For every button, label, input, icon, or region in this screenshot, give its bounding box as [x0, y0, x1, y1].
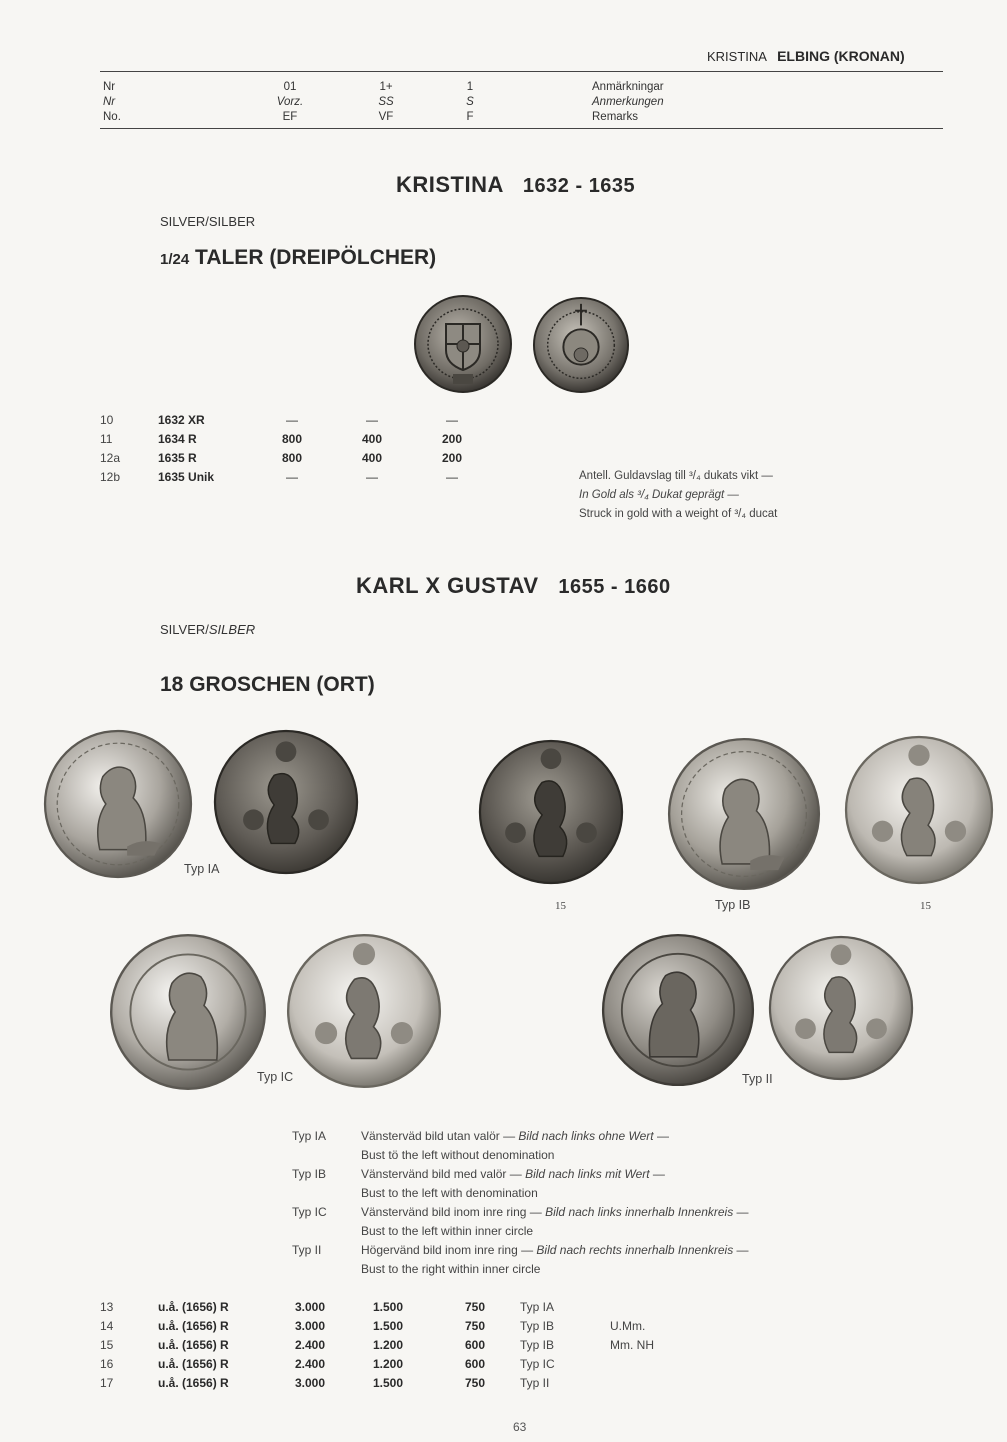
caption-typ-ic: Typ IC — [257, 1070, 294, 1084]
metal-de: SILBER — [208, 622, 256, 637]
table-row-13-v1: 750 — [464, 1300, 486, 1314]
col-grade-1-en: F — [466, 111, 474, 123]
table-row-17-v01: 3.000 — [294, 1376, 326, 1390]
table-row-11-v1: 200 — [441, 432, 463, 446]
table-row-15-v1: 600 — [464, 1338, 486, 1352]
col-nr-de: Nr — [103, 96, 116, 108]
section-kristina-years: 1632 - 1635 — [522, 175, 636, 197]
table-row-16-v01: 2.400 — [294, 1357, 326, 1371]
col-nr-sv: Nr — [103, 81, 116, 93]
type-desc-ib-de: Bild nach links mit Wert — [525, 1167, 650, 1181]
type-desc-ic: Vänstervänd bild inom inre ring — Bild nach links innerhalb Innenkreis — Bust to the left within inner circle — [361, 1203, 749, 1241]
table-row-13-nr: 13 — [100, 1300, 114, 1314]
col-remarks-sv: Anmärkningar — [592, 81, 664, 93]
coin-15-reverse — [477, 736, 625, 888]
denomination-fraction: 1/24 — [160, 251, 190, 268]
section-kristina-title — [396, 172, 635, 198]
metal-sv: SILVER/ — [160, 622, 209, 637]
table-row-12b-year: 1635 Unik — [158, 470, 215, 484]
table-row-16-nr: 16 — [100, 1357, 114, 1371]
table-row-10-v01: — — [286, 413, 298, 427]
type-desc-ia: Vänsterväd bild utan valör — Bild nach links ohne Wert — Bust tö the left without denomination — [361, 1127, 669, 1165]
col-remarks-en: Remarks — [592, 111, 639, 123]
table-row-16-v1p: 1.200 — [372, 1357, 404, 1371]
table-row-12a-v01: 800 — [281, 451, 303, 465]
table-row-17-v1p: 1.500 — [372, 1376, 404, 1390]
type-desc-ib-en: Bust to the left with denomination — [361, 1186, 538, 1200]
coin-typ-ia-obverse — [42, 728, 194, 880]
type-desc-ia-de: Bild nach links ohne Wert — [518, 1129, 654, 1143]
table-row-13-v01: 3.000 — [294, 1300, 326, 1314]
coin-typ-ic-reverse — [285, 932, 443, 1090]
table-row-12b-v1p: — — [366, 470, 378, 484]
table-row-16-year: u.å. (1656) R — [158, 1357, 229, 1371]
header-section: ELBING (KRONAN) — [777, 48, 905, 64]
table-row-14-year: u.å. (1656) R — [158, 1319, 229, 1333]
type-desc-ia-en: Bust tö the left without denomination — [361, 1148, 555, 1162]
table-row-17-year: u.å. (1656) R — [158, 1376, 229, 1390]
col-grade-01 — [270, 80, 310, 125]
page-header — [707, 48, 905, 64]
col-grade-1plus — [366, 80, 406, 125]
table-row-12b-v1: — — [446, 470, 458, 484]
col-grade-01-en: EF — [282, 111, 298, 123]
header-bottom-rule — [100, 128, 943, 129]
col-remarks — [592, 80, 664, 125]
col-grade-1plus-en: VF — [378, 111, 394, 123]
table-row-11-nr: 11 — [100, 432, 113, 446]
col-grade-1-sv: 1 — [466, 81, 474, 93]
table-row-12b-nr: 12b — [100, 470, 121, 484]
table-row-15-typ: Typ IB — [520, 1338, 555, 1352]
type-desc-ib-label: Typ IB — [292, 1167, 327, 1181]
coin-typ-ii-obverse — [598, 932, 758, 1088]
section-karl-years: 1655 - 1660 — [558, 576, 671, 598]
col-grade-01-sv: 01 — [283, 81, 297, 93]
col-nr — [103, 80, 121, 125]
col-nr-en: No. — [103, 111, 121, 123]
type-desc-ii-en: Bust to the right within inner circle — [361, 1262, 541, 1276]
table-row-12b-v01: — — [286, 470, 298, 484]
coin-15-reverse-right — [843, 734, 995, 886]
table-row-11-v1p: 400 — [361, 432, 383, 446]
table-row-17-nr: 17 — [100, 1376, 114, 1390]
col-grade-1-de: S — [466, 96, 474, 108]
type-desc-ia-sv: Vänsterväd bild utan valör — [361, 1129, 500, 1143]
table-row-14-remark: U.Mm. — [610, 1319, 646, 1333]
table-row-16-v1: 600 — [464, 1357, 486, 1371]
type-desc-ic-sv: Vänstervänd bild inom inre ring — [361, 1205, 527, 1219]
table-row-10-v1: — — [446, 413, 458, 427]
table-row-10-year: 1632 XR — [158, 413, 205, 427]
table-row-14-typ: Typ IB — [520, 1319, 555, 1333]
table-row-10-v1p: — — [366, 413, 378, 427]
section-kristina-metal: SILVER/SILBER — [160, 214, 256, 229]
page-number: 63 — [513, 1420, 527, 1434]
table-row-17-typ: Typ II — [520, 1376, 550, 1390]
table-row-11-year: 1634 R — [158, 432, 197, 446]
gold-strike-note — [579, 467, 777, 524]
section-karl-metal — [160, 622, 255, 637]
type-desc-ii-sv: Högervänd bild inom inre ring — [361, 1243, 518, 1257]
col-grade-1plus-de: SS — [378, 96, 394, 108]
section-karl-title — [356, 573, 671, 599]
type-desc-ib-sv: Vänstervänd bild med valör — [361, 1167, 507, 1181]
col-grade-01-de: Vorz. — [276, 96, 304, 108]
type-desc-ib: Vänstervänd bild med valör — Bild nach links mit Wert — Bust to the left with denomination — [361, 1165, 665, 1203]
type-desc-ic-label: Typ IC — [292, 1205, 327, 1219]
caption-15-right: 15 — [920, 900, 931, 912]
table-row-13-year: u.å. (1656) R — [158, 1300, 229, 1314]
col-grade-1 — [450, 80, 490, 125]
table-row-15-remark: Mm. NH — [610, 1338, 654, 1352]
table-row-16-typ: Typ IC — [520, 1357, 555, 1371]
table-row-10-nr: 10 — [100, 413, 114, 427]
section-kristina-ruler: KRISTINA — [396, 172, 504, 197]
table-row-17-v1: 750 — [464, 1376, 486, 1390]
section-kristina-denomination — [160, 246, 436, 270]
coin-typ-ia-reverse — [212, 728, 360, 876]
table-row-14-nr: 14 — [100, 1319, 114, 1333]
section-karl-denomination: 18 GROSCHEN (ORT) — [160, 673, 375, 696]
table-row-11-v01: 800 — [281, 432, 303, 446]
coin-typ-ib-obverse — [664, 736, 824, 892]
coin-dreipolcher-obverse — [413, 294, 513, 394]
table-row-14-v1p: 1.500 — [372, 1319, 404, 1333]
table-row-12a-year: 1635 R — [158, 451, 197, 465]
type-desc-ic-en: Bust to the left within inner circle — [361, 1224, 534, 1238]
type-desc-ii-de: Bild nach rechts innerhalb Innenkreis — [536, 1243, 734, 1257]
gold-strike-note-en: Struck in gold with a weight of ³/₄ ducat — [579, 508, 778, 520]
table-row-12a-nr: 12a — [100, 451, 121, 465]
header-ruler: KRISTINA — [707, 49, 767, 64]
caption-typ-ia: Typ IA — [184, 862, 220, 876]
table-row-12a-v1p: 400 — [361, 451, 383, 465]
col-grade-1plus-sv: 1+ — [379, 81, 393, 93]
caption-typ-ii: Typ II — [742, 1072, 773, 1086]
type-desc-ii: Högervänd bild inom inre ring — Bild nach rechts innerhalb Innenkreis — Bust to the right within inner circle — [361, 1241, 749, 1279]
type-desc-ii-label: Typ II — [292, 1243, 322, 1257]
gold-strike-note-sv: Antell. Guldavslag till ³/₄ dukats vikt — — [579, 470, 773, 482]
section-karl-ruler: KARL X GUSTAV — [356, 573, 539, 598]
table-row-15-v01: 2.400 — [294, 1338, 326, 1352]
table-row-14-v1: 750 — [464, 1319, 486, 1333]
header-top-rule — [100, 71, 943, 72]
table-row-14-v01: 3.000 — [294, 1319, 326, 1333]
table-row-13-v1p: 1.500 — [372, 1300, 404, 1314]
denomination-name: TALER (DREIPÖLCHER) — [195, 246, 437, 269]
caption-15-left: 15 — [555, 900, 566, 912]
gold-strike-note-de: In Gold als ³/₄ Dukat geprägt — — [579, 489, 739, 501]
type-desc-ic-de: Bild nach links innerhalb Innenkreis — [545, 1205, 734, 1219]
coin-typ-ic-obverse — [108, 932, 268, 1092]
coin-dreipolcher-reverse — [532, 296, 630, 394]
table-row-15-v1p: 1.200 — [372, 1338, 404, 1352]
table-row-13-typ: Typ IA — [520, 1300, 555, 1314]
coin-typ-ii-reverse — [767, 932, 915, 1084]
table-row-15-year: u.å. (1656) R — [158, 1338, 229, 1352]
type-desc-ia-label: Typ IA — [292, 1129, 327, 1143]
col-remarks-de: Anmerkungen — [592, 96, 664, 108]
table-row-12a-v1: 200 — [441, 451, 463, 465]
table-row-15-nr: 15 — [100, 1338, 114, 1352]
caption-typ-ib: Typ IB — [715, 898, 751, 912]
